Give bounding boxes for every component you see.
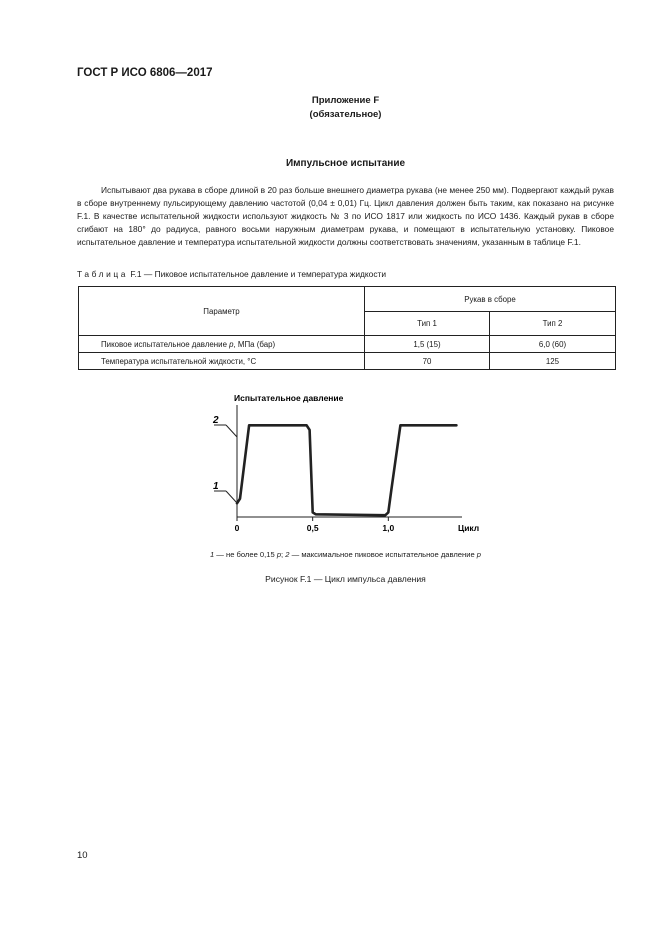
document-code: ГОСТ Р ИСО 6806—2017: [77, 67, 213, 79]
chart-marker-2: 2: [213, 415, 219, 426]
chart-ylabel: Испытательное давление: [234, 393, 344, 403]
pressure-cycle-chart: [200, 385, 500, 540]
body-text: [77, 184, 614, 249]
table-cell-type2: 6,0 (60): [490, 336, 616, 353]
page-number: 10: [77, 850, 88, 861]
chart-marker-2-pointer: [226, 425, 237, 437]
chart-marker-1: 1: [213, 481, 219, 492]
table-header-group: Рукав в сборе: [365, 287, 616, 312]
table-row: [79, 353, 616, 370]
chart-x-tick-label: 0: [234, 523, 240, 533]
table-cell-type1: 70: [365, 353, 490, 370]
table-header-param: Параметр: [79, 287, 365, 336]
chart-xlabel: Цикл: [458, 523, 480, 533]
chart-x-tick-label: 0,5: [306, 523, 319, 533]
annex-status: (обязательное): [309, 109, 382, 120]
table-cell-type2: 125: [490, 353, 616, 370]
annex-title: Приложение F: [311, 95, 380, 106]
table-caption-prefix: Таблица: [77, 269, 129, 279]
chart-marker-1-pointer: [226, 491, 237, 503]
table-caption-rest: F.1 — Пиковое испытательное давление и температура жидкости: [128, 269, 387, 279]
table-header-type1: Тип 1: [365, 312, 490, 336]
table-row: [79, 336, 616, 353]
table-cell-type1: 1,5 (15): [365, 336, 490, 353]
annex-heading: [0, 94, 661, 122]
section-title: Импульсное испытание: [285, 158, 406, 169]
table-caption: [77, 269, 386, 279]
chart-x-tick-label: 1,0: [382, 523, 395, 533]
table-cell-param: Пиковое испытательное давление p, МПа (бар): [79, 336, 365, 353]
parameters-table: [78, 286, 616, 370]
figure-caption: Рисунок F.1 — Цикл импульса давления: [265, 574, 426, 584]
table-header-type2: Тип 2: [490, 312, 616, 336]
figure-key: 1 — не более 0,15 p; 2 — максимальное пиковое испытательное давление p: [209, 550, 482, 559]
table-cell-param: Температура испытательной жидкости, °С: [79, 353, 365, 370]
body-paragraph: Испытывают два рукава в сборе длиной в 20 раз больше внешнего диаметра рукава (не менее 250 мм). Подвергают каждый рукав в сборе внутреннему пульсирующему давлению частотой (0,04 ± 0,01) Гц. Цикл давления должен быть таким, как показано на рисунке F.1. В качестве испытательной жидкости используют жидкость № 3 по ИСО 1817 или жидкость по ИСО 1436. Каждый рукав в сборе сгибают на 180° до радиуса, равного восьми наружным диаметрам рукава, и помещают в испытательную установку. Пиковое испытательное давление и температура испытательной жидкости должны соответствовать значениям, указанным в таблице F.1.: [77, 185, 614, 247]
chart-series-line: [237, 425, 456, 515]
